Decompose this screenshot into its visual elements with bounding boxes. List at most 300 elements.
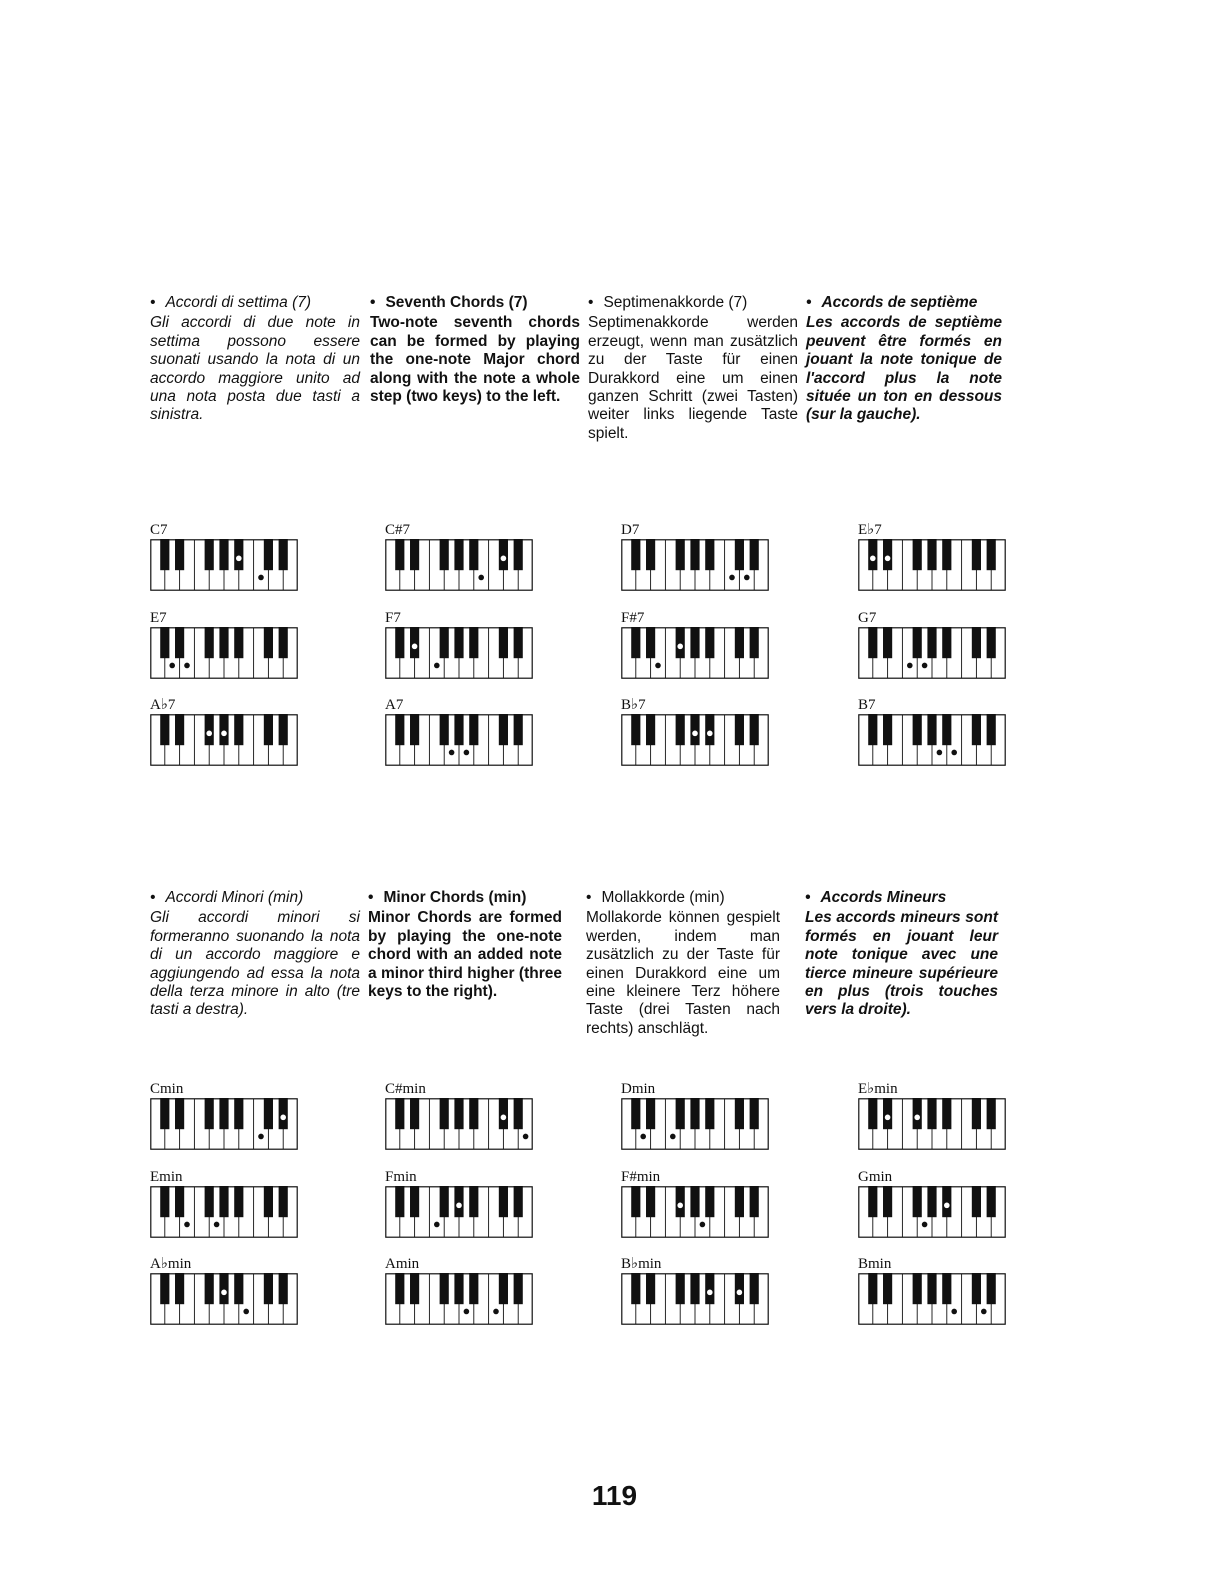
black-key [454,539,463,570]
black-key [676,1186,685,1217]
black-key [175,627,184,658]
keyboard-diagram [385,539,533,591]
note-marker [184,1222,190,1228]
black-key [913,1273,922,1304]
note-marker [937,750,943,756]
black-key [927,1098,936,1129]
note-marker [478,575,484,581]
black-key [987,714,996,745]
keyboard-diagram [150,714,298,766]
chord-name: Cmin [150,1081,184,1097]
black-key [646,627,655,658]
black-key [205,714,214,745]
black-key [234,1273,243,1304]
bullet: • [368,889,374,906]
black-key [395,1186,404,1217]
chord-diagram [858,1081,1006,1150]
black-key [942,627,951,658]
note-marker [922,663,928,669]
black-key [160,1186,169,1217]
black-key [234,714,243,745]
note-marker [214,1222,220,1228]
note-marker [700,1222,706,1228]
black-key [631,1186,640,1217]
black-key [514,1098,523,1129]
black-key [631,714,640,745]
black-key [205,1186,214,1217]
seventh-text-german [588,294,798,443]
black-key [454,1098,463,1129]
black-key [395,714,404,745]
black-key [499,627,508,658]
chord-diagram [621,1169,769,1238]
black-key [264,627,273,658]
chord-name: B7 [858,697,876,713]
black-key [440,1273,449,1304]
black-key [395,539,404,570]
bullet: • [805,889,811,906]
heading: Accordi Minori (min) [165,889,304,906]
note-marker [885,1115,891,1121]
black-key [631,539,640,570]
black-key [499,1098,508,1129]
black-key [160,1098,169,1129]
black-key [868,1098,877,1129]
chord-name: A♭7 [150,697,176,713]
chord-diagram [150,1256,298,1325]
black-key [514,1273,523,1304]
minor-text-english [368,889,562,1001]
chord-name: C7 [150,522,168,538]
black-key [750,1098,759,1129]
minor-text-german [586,889,780,1038]
black-key [395,1273,404,1304]
black-key [410,539,419,570]
keyboard-diagram [858,539,1006,591]
note-marker [464,1309,470,1315]
black-key [514,539,523,570]
note-marker [236,556,242,562]
black-key [440,1186,449,1217]
black-key [440,627,449,658]
black-key [410,714,419,745]
black-key [735,1098,744,1129]
heading: Minor Chords (min) [383,889,527,906]
black-key [913,714,922,745]
note-marker [885,556,891,562]
chord-diagram [858,1256,1006,1325]
black-key [234,1098,243,1129]
black-key [205,627,214,658]
chord-diagram [385,522,533,591]
note-marker [258,1134,264,1140]
heading: Accordi di settima (7) [165,294,312,311]
black-key [469,1098,478,1129]
black-key [469,539,478,570]
black-key [868,1186,877,1217]
black-key [883,627,892,658]
chord-name: Emin [150,1169,183,1185]
chord-diagram [150,610,298,679]
black-key [750,714,759,745]
note-marker [169,663,175,669]
black-key [676,1273,685,1304]
black-key [454,714,463,745]
black-key [913,627,922,658]
bullet: • [588,294,594,311]
black-key [279,714,288,745]
black-key [927,539,936,570]
black-key [205,1273,214,1304]
note-marker [221,1290,227,1296]
paragraph: Minor Chords are formed by playing the one-note chord with an added note a minor third higher (three keys to the right). [368,909,562,1001]
chord-name: C#min [385,1081,426,1097]
black-key [454,1273,463,1304]
bullet: • [150,294,156,311]
note-marker [464,750,470,756]
chord-diagram [621,1081,769,1150]
note-marker [677,644,683,650]
black-key [454,1186,463,1217]
black-key [705,1098,714,1129]
black-key [279,1186,288,1217]
black-key [942,714,951,745]
black-key [395,1098,404,1129]
black-key [972,627,981,658]
chord-diagram [150,1169,298,1238]
note-marker [258,575,264,581]
note-marker [907,663,913,669]
black-key [440,1098,449,1129]
keyboard-diagram [385,1098,533,1150]
black-key [175,1098,184,1129]
keyboard-diagram [621,1273,769,1325]
black-key [735,714,744,745]
black-key [264,539,273,570]
black-key [279,627,288,658]
black-key [175,539,184,570]
black-key [735,1186,744,1217]
black-key [469,627,478,658]
keyboard-diagram [621,1098,769,1150]
black-key [690,627,699,658]
black-key [868,1273,877,1304]
keyboard-diagram [385,1186,533,1238]
keyboard-diagram [150,1098,298,1150]
black-key [410,1098,419,1129]
black-key [987,539,996,570]
chord-name: B♭7 [621,697,646,713]
black-key [987,1098,996,1129]
black-key [631,1098,640,1129]
note-marker [922,1222,928,1228]
bullet: • [586,889,592,906]
black-key [868,539,877,570]
chord-name: A♭min [150,1256,192,1272]
chord-diagram [385,697,533,766]
black-key [972,1273,981,1304]
chord-name: F#min [621,1169,661,1185]
chord-diagram [858,610,1006,679]
note-marker [981,1309,987,1315]
keyboard-diagram [385,714,533,766]
black-key [264,714,273,745]
black-key [175,1186,184,1217]
black-key [705,1186,714,1217]
paragraph: Septimenakkorde werden erzeugt, wenn man zusätzlich zu der Taste für einen Durakkord eine um einen ganzen Schritt (zwei Tasten) weiter links liegende Taste spielt. [588,314,798,442]
black-key [234,539,243,570]
chord-diagram [385,1081,533,1150]
note-marker [744,575,750,581]
minor-text-french [805,889,998,1020]
keyboard-diagram [858,1098,1006,1150]
note-marker [184,663,190,669]
black-key [219,539,228,570]
chord-diagram [385,610,533,679]
black-key [676,1098,685,1129]
black-key [690,1273,699,1304]
black-key [883,1273,892,1304]
black-key [927,1273,936,1304]
black-key [631,1273,640,1304]
black-key [690,539,699,570]
note-marker [870,556,876,562]
keyboard-diagram [385,627,533,679]
black-key [219,1273,228,1304]
note-marker [707,1290,713,1296]
note-marker [523,1134,529,1140]
black-key [705,627,714,658]
heading: Seventh Chords (7) [385,294,528,311]
black-key [927,627,936,658]
paragraph: Mollakorde können gespielt werden, indem man zusätzlich zu der Taste für einen Durakkord eine um eine kleinere Terz höhere Taste (drei Tasten nach rechts) anschlägt. [586,909,780,1037]
black-key [160,539,169,570]
chord-diagram [150,1081,298,1150]
black-key [234,627,243,658]
black-key [279,539,288,570]
note-marker [434,1222,440,1228]
chord-name: Fmin [385,1169,417,1185]
black-key [735,539,744,570]
black-key [987,1186,996,1217]
black-key [705,714,714,745]
note-marker [640,1134,646,1140]
note-marker [914,1115,920,1121]
black-key [410,1273,419,1304]
chord-diagram [621,610,769,679]
black-key [410,1186,419,1217]
chord-diagram [621,522,769,591]
note-marker [677,1203,683,1209]
black-key [205,539,214,570]
black-key [750,627,759,658]
black-key [676,539,685,570]
keyboard-diagram [858,627,1006,679]
black-key [735,1273,744,1304]
black-key [499,714,508,745]
black-key [395,627,404,658]
black-key [205,1098,214,1129]
keyboard-diagram [150,627,298,679]
chord-name: C#7 [385,522,411,538]
black-key [690,1098,699,1129]
chord-name: B♭min [621,1256,662,1272]
black-key [219,1186,228,1217]
black-key [279,1273,288,1304]
note-marker [243,1309,249,1315]
chord-name: A7 [385,697,404,713]
note-marker [737,1290,743,1296]
keyboard-diagram [621,539,769,591]
chord-name: Gmin [858,1169,893,1185]
black-key [690,714,699,745]
black-key [160,714,169,745]
note-marker [501,556,507,562]
chord-name: Bmin [858,1256,892,1272]
chord-name: Amin [385,1256,420,1272]
paragraph: Two-note seventh chords can be formed by playing the one-note Major chord along with the note a whole step (two keys) to the left. [370,314,580,406]
note-marker [951,1309,957,1315]
seventh-text-french [806,294,1002,425]
black-key [868,627,877,658]
black-key [219,1098,228,1129]
black-key [883,1186,892,1217]
seventh-text-italian [150,294,360,425]
note-marker [221,731,227,737]
black-key [160,1273,169,1304]
note-marker [951,750,957,756]
black-key [175,1273,184,1304]
chord-diagram [621,697,769,766]
keyboard-diagram [858,1273,1006,1325]
page-number: 119 [591,1480,638,1511]
minor-text-italian [150,889,360,1020]
black-key [646,1273,655,1304]
note-marker [412,644,418,650]
bullet: • [150,889,156,906]
black-key [883,714,892,745]
keyboard-diagram [621,627,769,679]
chord-diagram [385,1256,533,1325]
bullet: • [370,294,376,311]
black-key [705,539,714,570]
black-key [972,1186,981,1217]
black-key [160,627,169,658]
black-key [264,1186,273,1217]
keyboard-diagram [621,714,769,766]
keyboard-diagram [150,1186,298,1238]
paragraph: Les accords de septième peuvent être formés en jouant la note tonique de l'accord plus la note située un ton en dessous (sur la gauche). [806,314,1002,424]
black-key [264,1273,273,1304]
black-key [219,627,228,658]
chord-name: E♭min [858,1081,898,1097]
black-key [454,627,463,658]
black-key [987,1273,996,1304]
black-key [942,1098,951,1129]
chord-diagram [858,522,1006,591]
black-key [705,1273,714,1304]
note-marker [707,731,713,737]
chord-diagram [150,697,298,766]
black-key [279,1098,288,1129]
heading: Septimenakkorde (7) [603,294,748,311]
note-marker [692,731,698,737]
chord-diagram [858,697,1006,766]
black-key [219,714,228,745]
black-key [750,1186,759,1217]
note-marker [493,1309,499,1315]
chord-name: E♭7 [858,522,882,538]
chord-name: D7 [621,522,640,538]
black-key [883,1098,892,1129]
black-key [927,714,936,745]
black-key [913,1186,922,1217]
chord-name: Dmin [621,1081,656,1097]
seventh-text-english [370,294,580,406]
chord-name: G7 [858,610,877,626]
paragraph: Les accords mineurs sont formés en jouant leur note tonique avec une tierce mineure supérieure en plus (trois touches vers la droite). [805,909,998,1019]
black-key [514,627,523,658]
chord-diagram [621,1256,769,1325]
heading: Mollakkorde (min) [601,889,725,906]
black-key [175,714,184,745]
chord-diagram [150,522,298,591]
black-key [750,1273,759,1304]
heading: Accords de septième [821,294,978,311]
bullet: • [806,294,812,311]
chord-name: F#7 [621,610,645,626]
keyboard-diagram [858,1186,1006,1238]
black-key [913,539,922,570]
paragraph: Gli accordi minori si formeranno suonando la nota di un accordo maggiore e aggiungendo ad essa la nota della terza minore in alto (tre tasti a destra). [150,909,360,1019]
black-key [499,539,508,570]
note-marker [944,1203,950,1209]
note-marker [729,575,735,581]
paragraph: Gli accordi di due note in settima possono essere suonati usando la nota di un accordo maggiore unito ad una nota posta due tasti a sinistra. [150,314,360,424]
note-marker [456,1203,462,1209]
black-key [987,627,996,658]
black-key [972,539,981,570]
keyboard-diagram [150,1273,298,1325]
black-key [690,1186,699,1217]
note-marker [449,750,455,756]
black-key [264,1098,273,1129]
keyboard-diagram [858,714,1006,766]
black-key [868,714,877,745]
keyboard-diagram [150,539,298,591]
black-key [469,714,478,745]
black-key [440,714,449,745]
black-key [913,1098,922,1129]
keyboard-diagram [621,1186,769,1238]
chord-name: F7 [385,610,401,626]
black-key [942,1273,951,1304]
note-marker [280,1115,286,1121]
note-marker [434,663,440,669]
chord-diagram [385,1169,533,1238]
black-key [972,1098,981,1129]
keyboard-diagram [385,1273,533,1325]
chord-name: E7 [150,610,167,626]
black-key [646,1186,655,1217]
black-key [631,627,640,658]
black-key [499,1273,508,1304]
note-marker [655,663,661,669]
black-key [469,1273,478,1304]
black-key [750,539,759,570]
black-key [942,1186,951,1217]
note-marker [501,1115,507,1121]
